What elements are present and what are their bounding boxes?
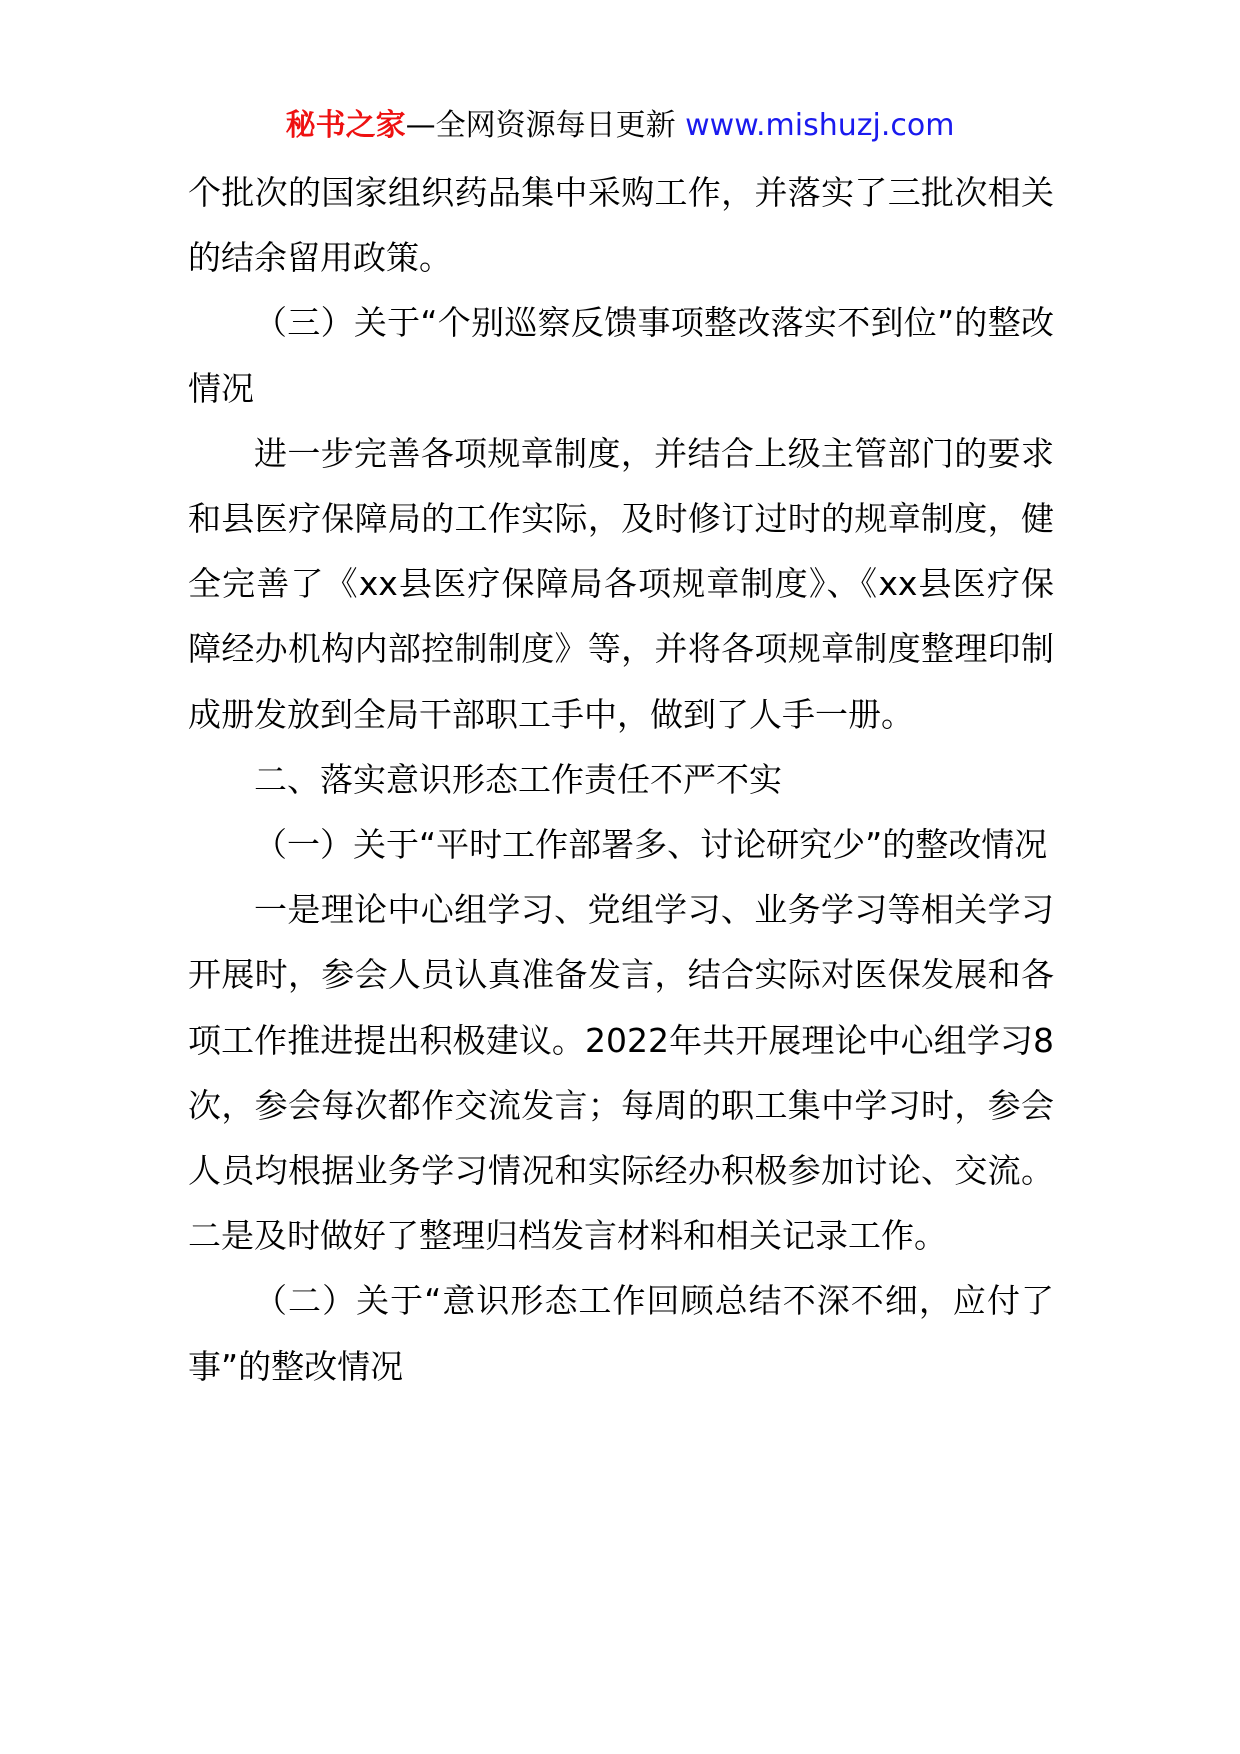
paragraph: 进一步完善各项规章制度，并结合上级主管部门的要求和县医疗保障局的工作实际，及时修订过时的规章制度，健全完善了《xx县医疗保障局各项规章制度》、《xx县医疗保障经办机构内部控制制度》等，并将各项规章制度整理印制成册发放到全局干部职工手中，做到了人手一册。 xyxy=(188,433,1054,734)
document-body xyxy=(188,160,1054,1399)
paragraph-continuation: 个批次的国家组织药品集中采购工作，并落实了三批次相关的结余留用政策。 xyxy=(188,173,1054,278)
section-heading: （二）关于“意识形态工作回顾总结不深不细，应付了事”的整改情况 xyxy=(188,1281,1054,1386)
site-brand: 秘书之家 xyxy=(285,108,406,143)
section-heading: 二、落实意识形态工作责任不严不实 xyxy=(254,759,782,799)
site-tagline: —全网资源每日更新 xyxy=(405,108,676,143)
section-heading: （一）关于“平时工作部署多、讨论研究少”的整改情况 xyxy=(254,825,1048,865)
site-url-link[interactable]: www.mishuzj.com xyxy=(685,108,955,143)
site-header xyxy=(0,104,1240,148)
paragraph: 一是理论中心组学习、党组学习、业务学习等相关学习开展时，参会人员认真准备发言，结合实际对医保发展和各项工作推进提出积极建议。2022年共开展理论中心组学习8次，参会每次都作交流发言；每周的职工集中学习时，参会人员均根据业务学习情况和实际经办积极参加讨论、交流。二是及时做好了整理归档发言材料和相关记录工作。 xyxy=(188,890,1054,1256)
section-heading: （三）关于“个别巡察反馈事项整改落实不到位”的整改情况 xyxy=(188,303,1054,408)
